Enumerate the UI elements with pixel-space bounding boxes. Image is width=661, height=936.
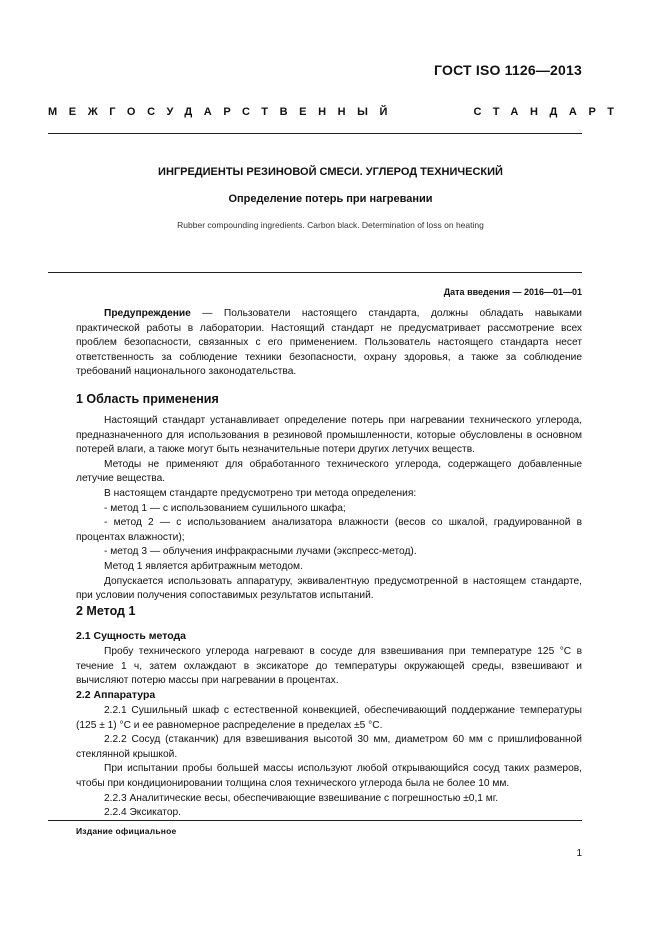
section-1-body xyxy=(76,414,582,604)
warning-label: Предупреждение xyxy=(104,308,191,319)
section-2-heading: 2 Метод 1 xyxy=(76,604,136,618)
subsection-2-1-body xyxy=(76,645,582,689)
standard-number: ГОСТ ISO 1126—2013 xyxy=(434,62,582,78)
section-1-paragraph: Настоящий стандарт устанавливает определение потерь при нагревании технического углерода, предназначенного для использования в резиновой промышленности, которые обусловлены в основном потерей влаги, а также могут быть незначительные потери других летучих веществ. xyxy=(76,415,582,456)
section-1-paragraph: Допускается использовать аппаратуру, эквивалентную предусмотренной в настоящем стандарте, при условии получения сопоставимых результатов испытаний. xyxy=(76,575,582,602)
section-1-paragraph: В настоящем стандарте предусмотрено три метода определения: xyxy=(104,487,417,499)
subsection-2-2-heading: 2.2 Аппаратура xyxy=(76,689,156,701)
clause-paragraph: При испытании пробы большей массы используют любой открывающийся сосуд таких размеров, чтобы при кондиционировании толщина слоя технического углерода была не более 10 мм. xyxy=(76,763,582,789)
method-list-item: - метод 2 — с использованием анализатора влажности (весов со шкалой, градуированной в процентах влажности); xyxy=(76,517,582,543)
page-number: 1 xyxy=(576,848,582,859)
title-divider xyxy=(48,272,582,273)
document-title: ИНГРЕДИЕНТЫ РЕЗИНОВОЙ СМЕСИ. УГЛЕРОД ТЕХНИЧЕСКИЙ xyxy=(158,166,503,178)
subsection-2-2-body xyxy=(76,704,582,821)
method-list-item: - метод 3 — облучения инфракрасными лучами (экспресс-метод). xyxy=(104,546,417,558)
subsection-paragraph: Пробу технического углерода нагревают в сосуде для взвешивания при температуре 125 °С в течение 1 ч, затем охлаждают в эксикаторе до температуры окружающей среды, взвешивают и вычисляют потерю массы при нагревании в процентах. xyxy=(76,646,582,687)
section-1-paragraph: Методы не применяют для обработанного технического углерода, содержащего добавленные летучие вещества. xyxy=(76,458,582,485)
document-subtitle: Определение потерь при нагревании xyxy=(228,193,433,205)
warning-text: — Пользователи настоящего стандарта, должны обладать навыками практической работы в лаборатории. Настоящий стандарт не предусматривает рассмотрение всех проблем безопасности, связанных с его применением. Пользователь настоящего стандарта несет ответственность за соблюдение техники безопасности, охрану здоровья, а также за соблюдение требований национального законодательства. xyxy=(76,308,582,378)
clause-paragraph: 2.2.2 Сосуд (стаканчик) для взвешивания высотой 30 мм, диаметром 60 мм с пришлифованной стеклянной крышкой. xyxy=(76,734,582,760)
top-divider xyxy=(48,133,582,134)
clause-paragraph: 2.2.3 Аналитические весы, обеспечивающие взвешивание с погрешностью ±0,1 мг. xyxy=(104,792,499,804)
edition-note: Издание официальное xyxy=(76,826,177,836)
interstate-word: МЕЖГОСУДАРСТВЕННЫЙ xyxy=(48,106,400,118)
english-title: Rubber compounding ingredients. Carbon black. Determination of loss on heating xyxy=(177,220,484,230)
clause-paragraph: 2.2.4 Эксикатор. xyxy=(104,807,182,819)
footer-divider xyxy=(48,820,582,821)
standard-word: СТАНДАРТ xyxy=(473,106,626,118)
method-list-item: - метод 1 — с использованием сушильного шкафа; xyxy=(104,502,346,514)
section-1-heading: 1 Область применения xyxy=(76,392,219,406)
subsection-2-1-heading: 2.1 Сущность метода xyxy=(76,630,187,642)
effective-date: Дата введения — 2016—01—01 xyxy=(443,287,582,297)
warning-paragraph xyxy=(76,307,582,380)
clause-paragraph: 2.2.1 Сушильный шкаф с естественной конвекцией, обеспечивающий поддержание температуры (125 ± 1) °С и ее равномерное распределение в пределах ±5 °С. xyxy=(76,705,582,731)
section-1-paragraph: Метод 1 является арбитражным методом. xyxy=(104,560,303,572)
